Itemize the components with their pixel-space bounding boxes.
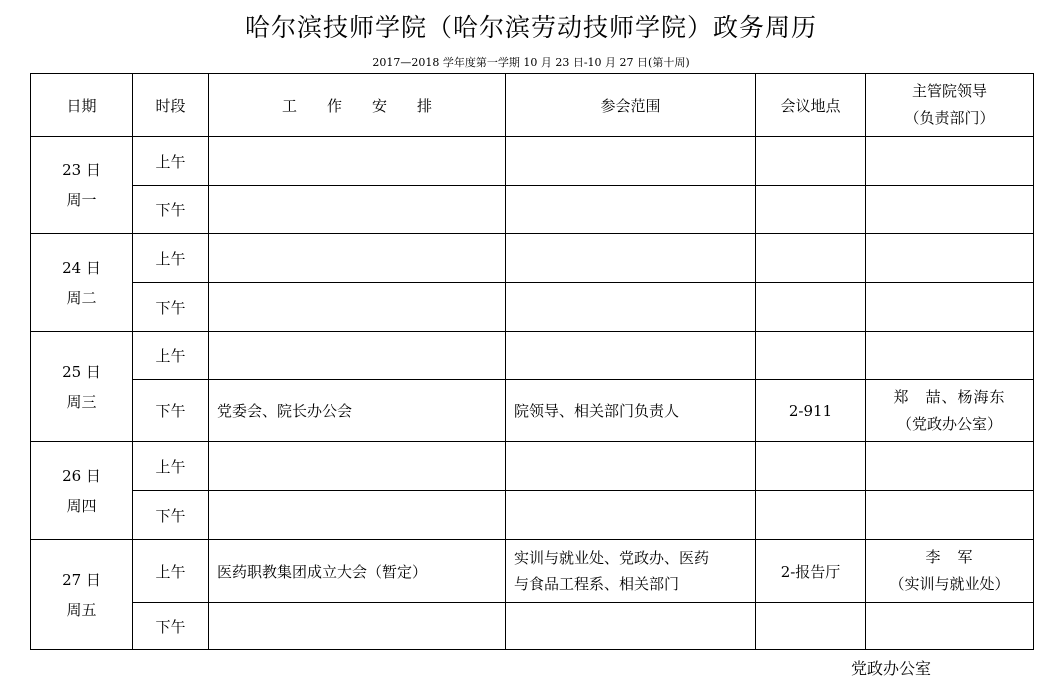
leader-name: 李 军 [925, 548, 974, 566]
header-date: 日期 [31, 74, 133, 137]
table-row [31, 603, 1034, 650]
participants-cell [506, 491, 756, 540]
work-cell: 党委会、院长办公会 [209, 380, 506, 442]
participants-cell [506, 540, 756, 603]
work-cell [209, 137, 506, 186]
day-date: 27 日 [62, 570, 101, 589]
participants-cell [506, 234, 756, 283]
day-cell-fri [31, 540, 133, 650]
period-pm: 下午 [133, 186, 209, 234]
period-pm: 下午 [133, 380, 209, 442]
day-weekday: 周三 [66, 392, 97, 411]
header-location: 会议地点 [756, 74, 866, 137]
participants-cell [506, 186, 756, 234]
table-row [31, 332, 1034, 380]
location-cell [756, 186, 866, 234]
location-cell [756, 442, 866, 491]
leader-cell [866, 332, 1034, 380]
day-date: 26 日 [62, 466, 101, 485]
day-cell-wed [31, 332, 133, 442]
day-weekday: 周四 [66, 496, 97, 515]
header-participants: 参会范围 [506, 74, 756, 137]
leader-cell [866, 442, 1034, 491]
day-date: 23 日 [62, 161, 101, 179]
page-title: 哈尔滨技师学院（哈尔滨劳动技师学院）政务周历 [244, 13, 817, 42]
participants-line1: 实训与就业处、党政办、医药 [514, 549, 710, 567]
leader-cell [866, 283, 1034, 332]
participants-line2: 与食品工程系、相关部门 [514, 575, 680, 593]
day-cell-mon [31, 137, 133, 234]
location-cell [756, 283, 866, 332]
footer-office: 党政办公室 [851, 659, 932, 678]
header-row [31, 74, 1034, 137]
leader-dept: （实训与就业处） [889, 575, 1010, 593]
participants-cell [506, 332, 756, 380]
table-row [31, 380, 1034, 442]
table-row [31, 137, 1034, 186]
day-cell-tue [31, 234, 133, 332]
location-cell [756, 332, 866, 380]
period-am: 上午 [133, 137, 209, 186]
leader-cell [866, 186, 1034, 234]
participants-cell [506, 283, 756, 332]
day-weekday: 周一 [66, 191, 97, 209]
page-subtitle: 2017—2018 学年度第一学期 10 月 23 日-10 月 27 日(第十周) [372, 56, 690, 69]
table-row [31, 540, 1034, 603]
location-cell: 2-911 [756, 380, 866, 442]
work-cell: 医药职教集团成立大会（暂定） [209, 540, 506, 603]
work-cell [209, 491, 506, 540]
leader-cell [866, 380, 1034, 442]
work-cell [209, 603, 506, 650]
work-cell [209, 234, 506, 283]
work-cell [209, 442, 506, 491]
period-pm: 下午 [133, 603, 209, 650]
participants-cell [506, 603, 756, 650]
table-row [31, 234, 1034, 283]
header-leader-line1: 主管院领导 [911, 82, 987, 100]
header-work: 工作安排 [209, 74, 506, 137]
header-leader [866, 74, 1034, 137]
day-date: 24 日 [62, 258, 101, 277]
period-pm: 下午 [133, 491, 209, 540]
participants-cell [506, 137, 756, 186]
table-row [31, 186, 1034, 234]
header-period: 时段 [133, 74, 209, 137]
work-cell [209, 332, 506, 380]
work-cell [209, 283, 506, 332]
header-leader-line2: （负责部门） [904, 109, 995, 127]
table-row [31, 442, 1034, 491]
period-am: 上午 [133, 234, 209, 283]
period-am: 上午 [133, 540, 209, 603]
participants-cell: 院领导、相关部门负责人 [506, 380, 756, 442]
leader-cell [866, 491, 1034, 540]
leader-cell [866, 234, 1034, 283]
period-am: 上午 [133, 442, 209, 491]
location-cell [756, 491, 866, 540]
location-cell [756, 603, 866, 650]
period-pm: 下午 [133, 283, 209, 332]
leader-cell [866, 540, 1034, 603]
table-row [31, 283, 1034, 332]
period-am: 上午 [133, 332, 209, 380]
leader-cell [866, 137, 1034, 186]
location-cell [756, 234, 866, 283]
location-cell: 2-报告厅 [756, 540, 866, 603]
work-cell [209, 186, 506, 234]
day-cell-thu [31, 442, 133, 540]
day-weekday: 周五 [66, 600, 97, 619]
leader-name: 郑 喆、杨海东 [893, 387, 1006, 406]
leader-cell [866, 603, 1034, 650]
leader-dept: （党政办公室） [896, 414, 1002, 433]
day-weekday: 周二 [66, 288, 97, 307]
table-row [31, 491, 1034, 540]
day-date: 25 日 [62, 362, 101, 381]
participants-cell [506, 442, 756, 491]
location-cell [756, 137, 866, 186]
weekly-calendar-table [30, 73, 1034, 650]
